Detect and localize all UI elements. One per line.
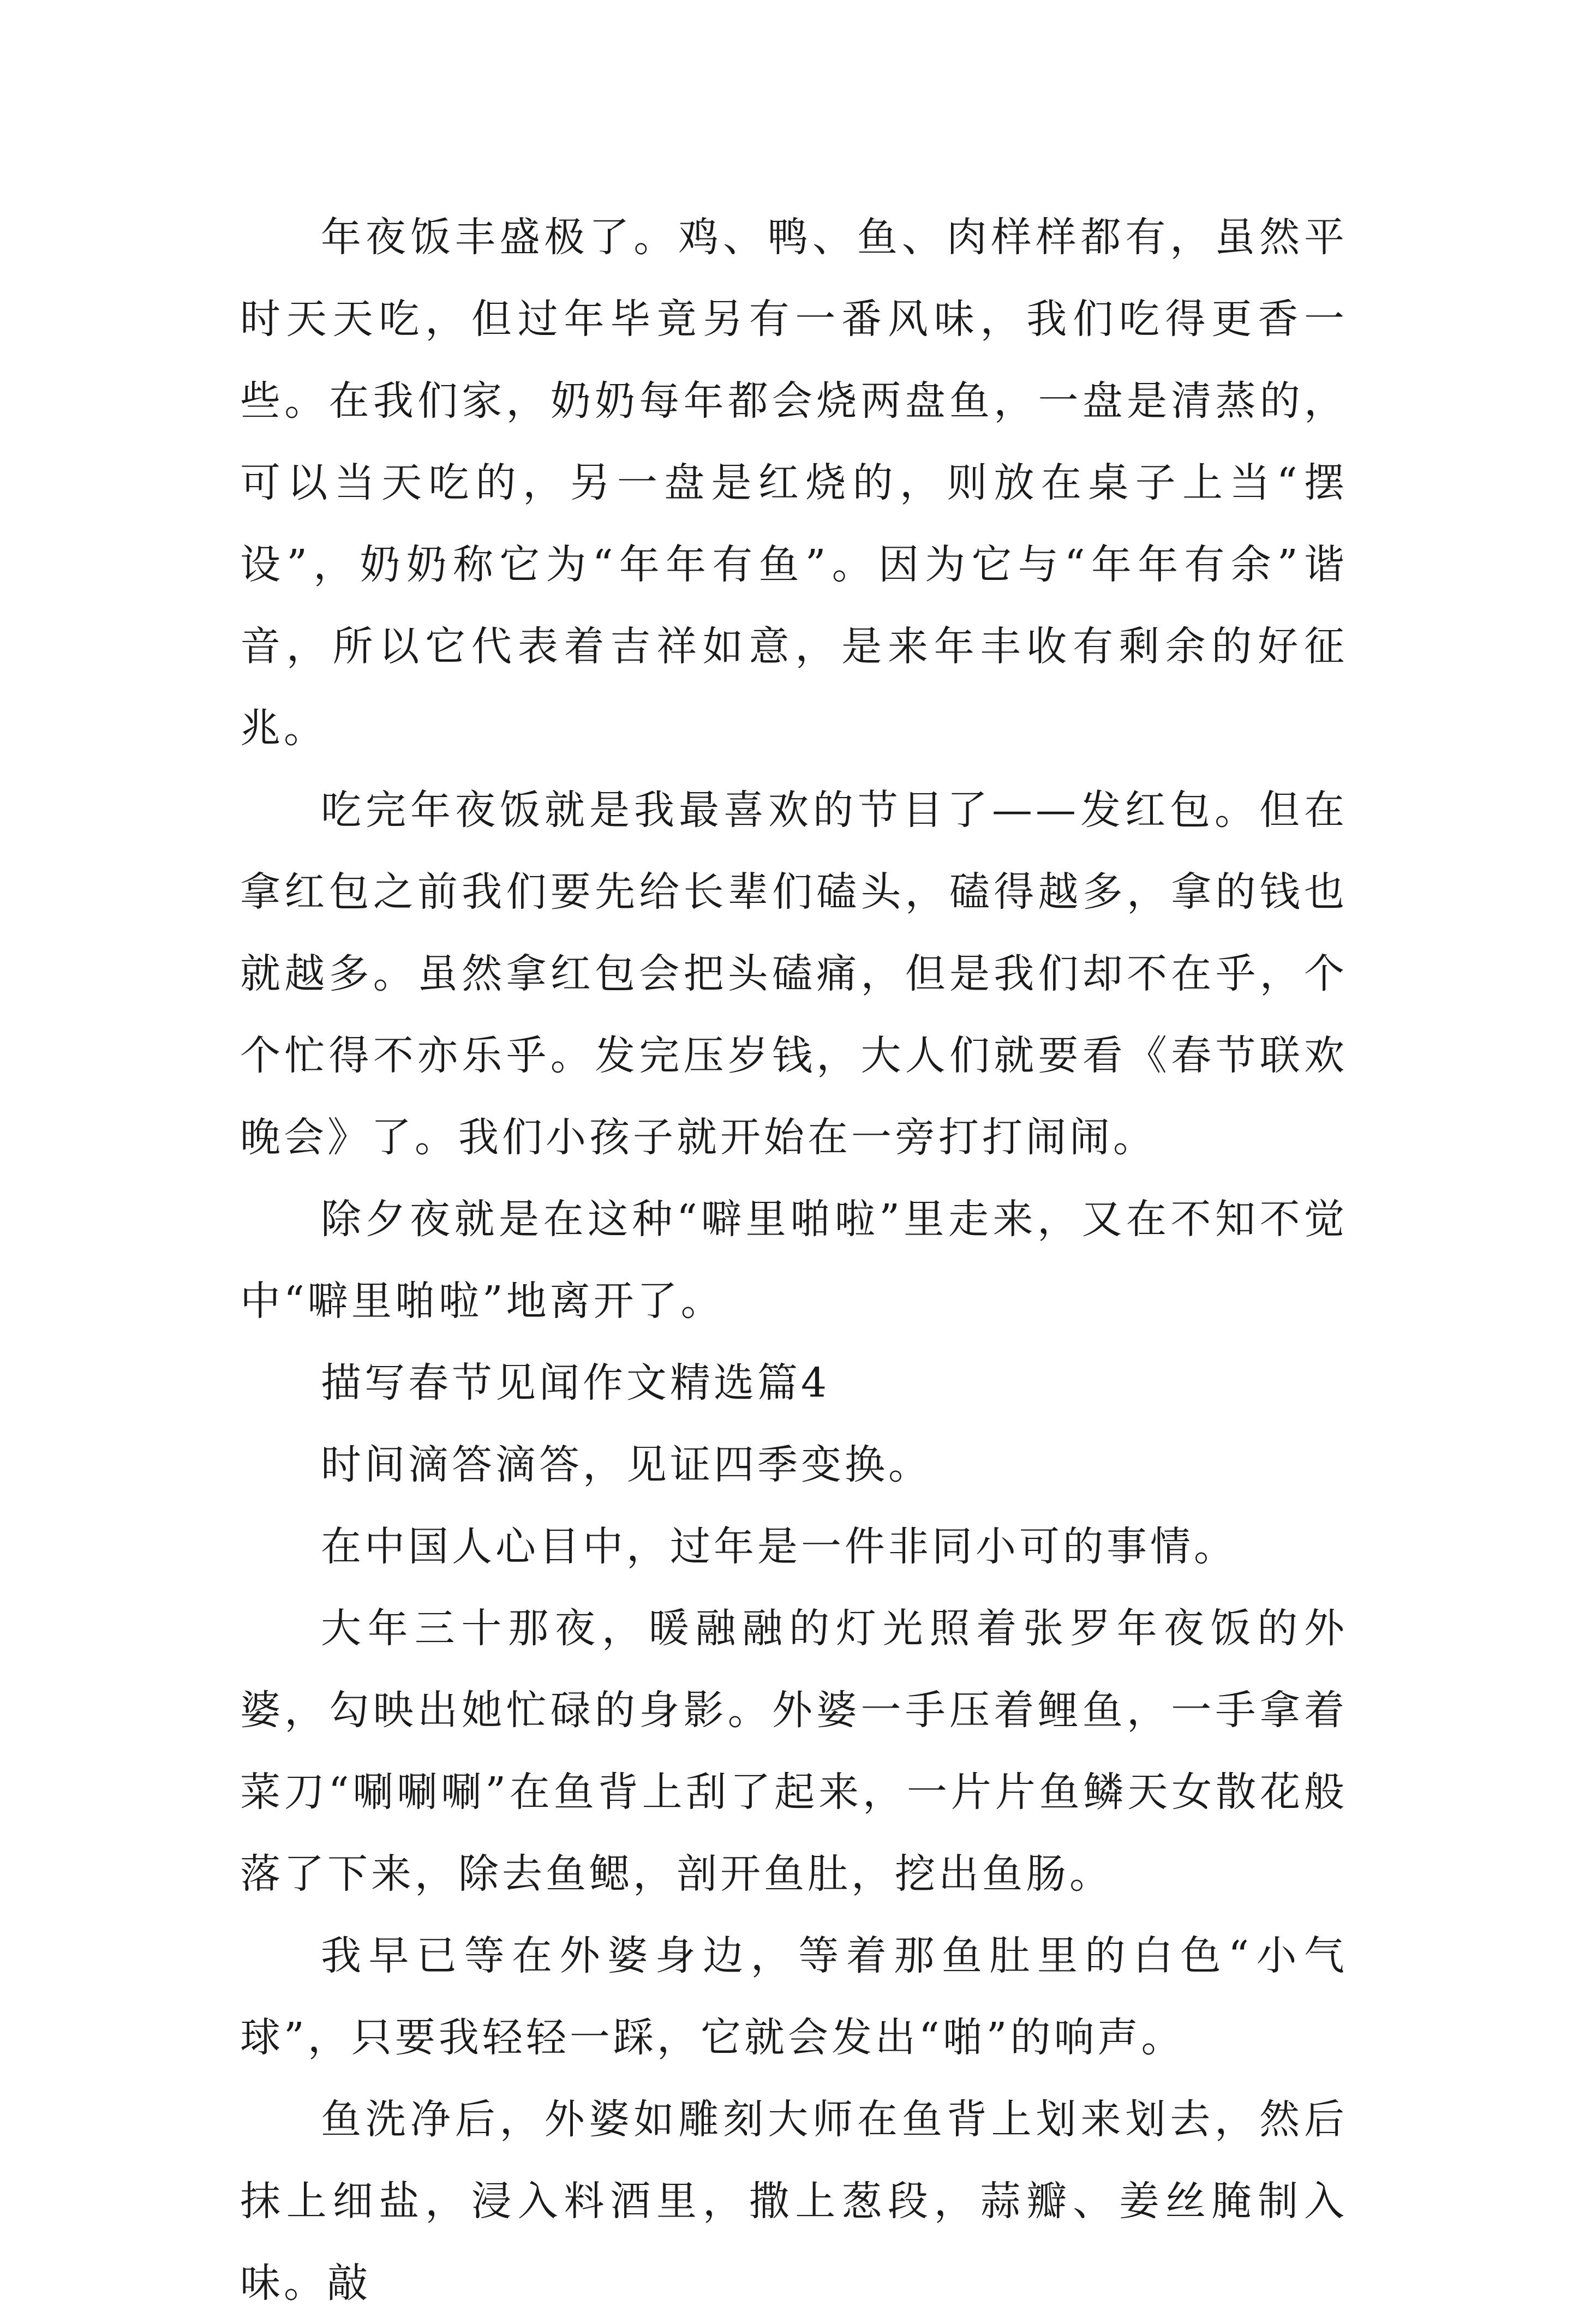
document-body — [240, 196, 1348, 2324]
paragraph: 我早已等在外婆身边，等着那鱼肚里的白色“小气球”，只要我轻轻一踩，它就会发出“啪”的响声。 — [240, 1932, 1348, 2061]
paragraph: 时间滴答滴答，见证四季变换。 — [321, 1441, 932, 1488]
paragraph: 大年三十那夜，暖融融的灯光照着张罗年夜饭的外婆，勾映出她忙碌的身影。外婆一手压着鲤鱼，一手拿着菜刀“唰唰唰”在鱼背上刮了起来，一片片鱼鳞天女散花般落了下来，除去鱼鳃，剖开鱼肚，挖出鱼肠。 — [240, 1605, 1348, 1897]
paragraph: 年夜饭丰盛极了。鸡、鸭、鱼、肉样样都有，虽然平时天天吃，但过年毕竟另有一番风味，我们吃得更香一些。在我们家，奶奶每年都会烧两盘鱼，一盘是清蒸的，可以当天吃的，另一盘是红烧的，则放在桌子上当“摆设”，奶奶称它为“年年有鱼”。因为它与“年年有余”谐音，所以它代表着吉祥如意，是来年丰收有剩余的好征兆。 — [240, 214, 1348, 752]
section-heading: 描写春节见闻作文精选篇4 — [321, 1359, 830, 1406]
paragraph: 吃完年夜饭就是我最喜欢的节目了——发红包。但在拿红包之前我们要先给长辈们磕头，磕得越多，拿的钱也就越多。虽然拿红包会把头磕痛，但是我们却不在乎，个个忙得不亦乐乎。发完压岁钱，大人们就要看《春节联欢晚会》了。我们小孩子就开始在一旁打打闹闹。 — [240, 787, 1348, 1161]
paragraph: 鱼洗净后，外婆如雕刻大师在鱼背上划来划去，然后抹上细盐，浸入料酒里，撒上葱段，蒜瓣、姜丝腌制入味。敲 — [240, 2096, 1348, 2307]
paragraph: 在中国人心目中，过年是一件非同小可的事情。 — [321, 1523, 1237, 1570]
paragraph: 除夕夜就是在这种“噼里啪啦”里走来，又在不知不觉中“噼里啪啦”地离开了。 — [240, 1196, 1348, 1325]
